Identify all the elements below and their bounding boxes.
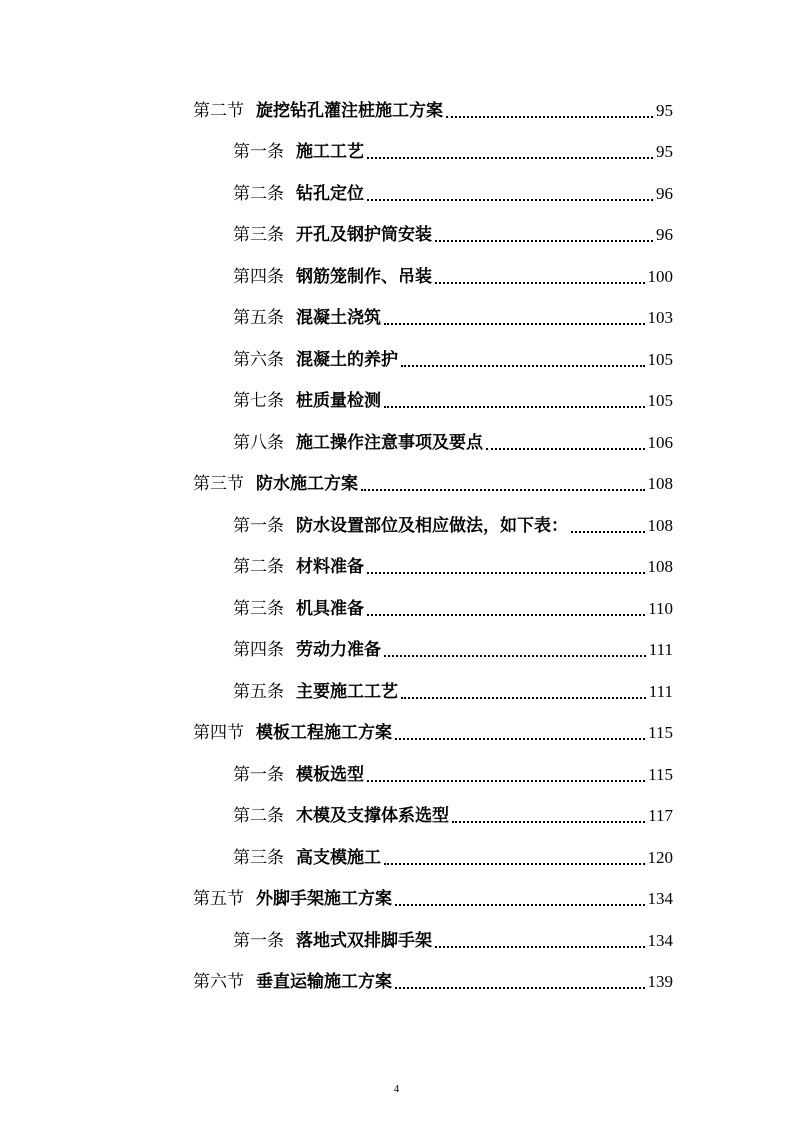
toc-entry-page: 108 — [647, 515, 673, 535]
toc-entry-number: 第三条 — [233, 598, 284, 619]
toc-entry-page: 96 — [656, 183, 673, 203]
toc-entry[interactable] — [0, 381, 793, 423]
toc-entry[interactable] — [0, 215, 793, 257]
toc-entry-number: 第一条 — [233, 764, 284, 785]
toc-entry-page: 115 — [648, 723, 673, 743]
toc-entry-title: 混凝土的养护 — [296, 349, 398, 370]
toc-entry-number: 第二条 — [233, 183, 284, 204]
toc-entry-page: 110 — [648, 598, 673, 618]
toc-leader-dots — [401, 365, 645, 367]
toc-entry-title: 旋挖钻孔灌注桩施工方案 — [256, 100, 443, 121]
toc-entry[interactable] — [0, 879, 793, 921]
toc-entry[interactable] — [0, 630, 793, 672]
toc-entry-page: 105 — [647, 349, 673, 369]
toc-entry-number: 第五条 — [233, 308, 284, 329]
toc-entry-page: 106 — [647, 432, 673, 452]
toc-leader-dots — [435, 946, 645, 948]
toc-entry-title: 落地式双排脚手架 — [296, 930, 432, 951]
toc-entry[interactable] — [0, 90, 793, 132]
toc-entry-number: 第三条 — [233, 847, 284, 868]
toc-entry[interactable] — [0, 796, 793, 838]
toc-leader-dots — [384, 323, 645, 325]
toc-entry-number: 第七条 — [233, 391, 284, 412]
toc-entry-number: 第六条 — [233, 349, 284, 370]
page-number: 4 — [393, 1083, 400, 1095]
toc-entry-number: 第六节 — [193, 972, 244, 993]
toc-leader-dots — [571, 531, 645, 533]
toc-entry[interactable] — [0, 837, 793, 879]
toc-entry-title: 施工工艺 — [296, 142, 364, 163]
toc-entry-title: 外脚手架施工方案 — [256, 889, 392, 910]
toc-leader-dots — [384, 863, 645, 865]
toc-entry[interactable] — [0, 920, 793, 962]
toc-leader-dots — [395, 904, 645, 906]
toc-entry-title: 机具准备 — [296, 598, 364, 619]
toc-leader-dots — [395, 987, 645, 989]
toc-entry-title: 劳动力准备 — [296, 640, 381, 661]
toc-entry-number: 第四条 — [233, 640, 284, 661]
toc-entry-title: 钻孔定位 — [296, 183, 364, 204]
toc-entry-number: 第五节 — [193, 889, 244, 910]
toc-leader-dots — [384, 406, 645, 408]
toc-entry-page: 105 — [647, 391, 673, 411]
toc-entry-title: 防水施工方案 — [256, 474, 358, 495]
toc-entry[interactable] — [0, 505, 793, 547]
toc-leader-dots — [452, 821, 645, 823]
toc-entry[interactable] — [0, 588, 793, 630]
toc-entry-page: 115 — [648, 764, 673, 784]
toc-leader-dots — [435, 240, 653, 242]
toc-entry-page: 95 — [656, 100, 673, 120]
toc-entry[interactable] — [0, 713, 793, 755]
toc-entry[interactable] — [0, 298, 793, 340]
toc-entry[interactable] — [0, 132, 793, 174]
table-of-contents — [0, 90, 793, 1003]
toc-entry[interactable] — [0, 671, 793, 713]
toc-entry-page: 100 — [647, 266, 673, 286]
toc-entry-page: 111 — [648, 640, 673, 660]
toc-entry-page: 103 — [647, 308, 673, 328]
toc-leader-dots — [367, 572, 645, 574]
toc-entry-number: 第一条 — [233, 142, 284, 163]
toc-leader-dots — [367, 157, 653, 159]
toc-entry[interactable] — [0, 754, 793, 796]
toc-leader-dots — [395, 738, 645, 740]
toc-entry[interactable] — [0, 339, 793, 381]
toc-entry-page: 134 — [647, 930, 673, 950]
toc-entry-title: 材料准备 — [296, 557, 364, 578]
toc-entry-page: 108 — [647, 557, 673, 577]
toc-entry-title: 主要施工工艺 — [296, 681, 398, 702]
toc-leader-dots — [446, 116, 653, 118]
toc-entry-page: 108 — [647, 474, 673, 494]
toc-entry-title: 模板工程施工方案 — [256, 723, 392, 744]
toc-leader-dots — [367, 780, 645, 782]
toc-entry[interactable] — [0, 422, 793, 464]
toc-entry[interactable] — [0, 464, 793, 506]
toc-entry-title: 模板选型 — [296, 764, 364, 785]
toc-entry-title: 桩质量检测 — [296, 391, 381, 412]
toc-entry-title: 施工操作注意事项及要点 — [296, 432, 483, 453]
toc-entry[interactable] — [0, 547, 793, 589]
toc-entry-title: 高支模施工 — [296, 847, 381, 868]
toc-entry-number: 第四条 — [233, 266, 284, 287]
toc-entry-number: 第二条 — [233, 806, 284, 827]
toc-leader-dots — [435, 282, 645, 284]
toc-entry-number: 第一条 — [233, 930, 284, 951]
toc-entry-number: 第四节 — [193, 723, 244, 744]
toc-entry-number: 第八条 — [233, 432, 284, 453]
toc-leader-dots — [367, 614, 645, 616]
toc-entry-title: 防水设置部位及相应做法，如下表： — [296, 515, 568, 536]
toc-entry-page: 96 — [656, 225, 673, 245]
toc-entry-page: 95 — [656, 142, 673, 162]
toc-entry-number: 第五条 — [233, 681, 284, 702]
toc-leader-dots — [486, 448, 645, 450]
toc-leader-dots — [401, 697, 646, 699]
toc-leader-dots — [384, 655, 646, 657]
toc-entry-page: 139 — [647, 972, 673, 992]
toc-entry[interactable] — [0, 256, 793, 298]
toc-entry-page: 120 — [647, 847, 673, 867]
toc-entry-title: 垂直运输施工方案 — [256, 972, 392, 993]
toc-entry-page: 111 — [648, 681, 673, 701]
toc-entry-page: 117 — [648, 806, 673, 826]
toc-entry-page: 134 — [647, 889, 673, 909]
toc-entry[interactable] — [0, 173, 793, 215]
toc-entry-title: 钢筋笼制作、吊装 — [296, 266, 432, 287]
toc-entry-title: 混凝土浇筑 — [296, 308, 381, 329]
toc-entry-number: 第三条 — [233, 225, 284, 246]
toc-entry-title: 开孔及钢护筒安装 — [296, 225, 432, 246]
toc-entry-number: 第三节 — [193, 474, 244, 495]
toc-entry-number: 第一条 — [233, 515, 284, 536]
toc-entry[interactable] — [0, 962, 793, 1004]
toc-entry-number: 第二节 — [193, 100, 244, 121]
toc-entry-title: 木模及支撑体系选型 — [296, 806, 449, 827]
toc-leader-dots — [361, 489, 645, 491]
toc-entry-number: 第二条 — [233, 557, 284, 578]
toc-leader-dots — [367, 199, 653, 201]
